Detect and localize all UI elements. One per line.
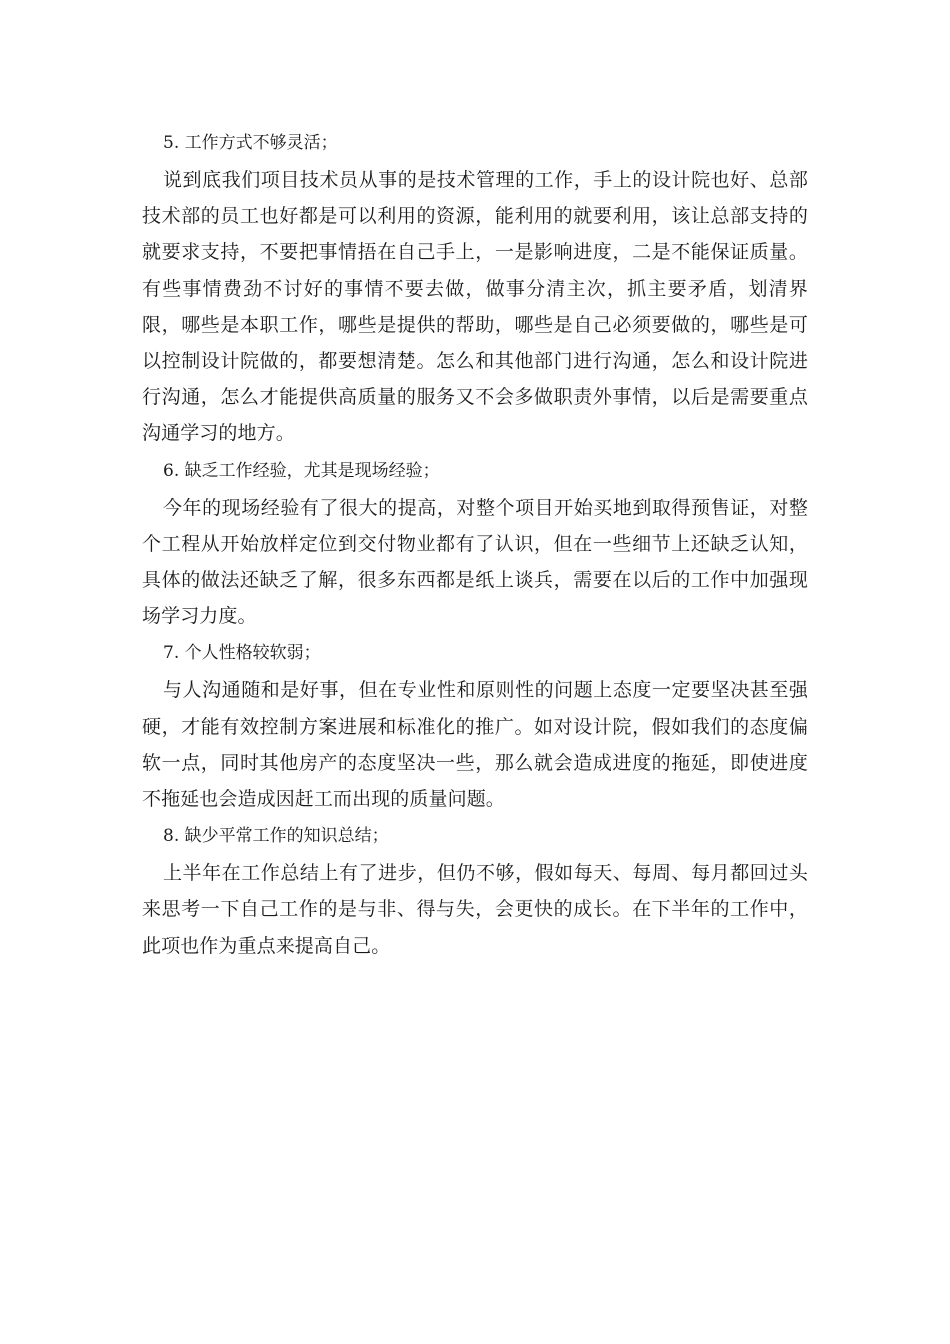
section-paragraph-6: 今年的现场经验有了很大的提高，对整个项目开始买地到取得预售证，对整个工程从开始放样定位到交付物业都有了认识，但在一些细节上还缺乏认知，具体的做法还缺乏了解，很多东西都是纸上谈兵，需要在以后的工作中加强现场学习力度。 bbox=[142, 496, 808, 628]
section-heading-8: 8. 缺少平常工作的知识总结； bbox=[163, 826, 389, 847]
section-heading-5: 5. 工作方式不够灵活； bbox=[163, 133, 338, 153]
document-body bbox=[142, 124, 808, 964]
section-paragraph-8: 上半年在工作总结上有了进步，但仍不够，假如每天、每周、每月都回过头来思考一下自己工作的是与非、得与失，会更快的成长。在下半年的工作中，此项也作为重点来提高自己。 bbox=[142, 862, 808, 957]
section-heading-7: 7. 个人性格较软弱； bbox=[163, 643, 321, 664]
section-heading-6: 6. 缺乏工作经验，尤其是现场经验； bbox=[163, 460, 440, 481]
section-paragraph-7: 与人沟通随和是好事，但在专业性和原则性的问题上态度一定要坚决甚至强硬，才能有效控制方案进展和标准化的推广。如对设计院，假如我们的态度偏软一点，同时其他房产的态度坚决一些，那么就会造成进度的拖延，即使进度不拖延也会造成因赶工而出现的质量问题。 bbox=[142, 679, 808, 811]
section-paragraph-5: 说到底我们项目技术员从事的是技术管理的工作，手上的设计院也好、总部技术部的员工也好都是可以利用的资源，能利用的就要利用，该让总部支持的就要求支持，不要把事情捂在自己手上，一是影响进度，二是不能保证质量。有些事情费劲不讨好的事情不要去做，做事分清主次，抓主要矛盾，划清界限，哪些是本职工作，哪些是提供的帮助，哪些是自己必须要做的，哪些是可以控制设计院做的，都要想清楚。怎么和其他部门进行沟通，怎么和设计院进行沟通，怎么才能提供高质量的服务又不会多做职责外事情，以后是需要重点沟通学习的地方。 bbox=[142, 169, 808, 445]
